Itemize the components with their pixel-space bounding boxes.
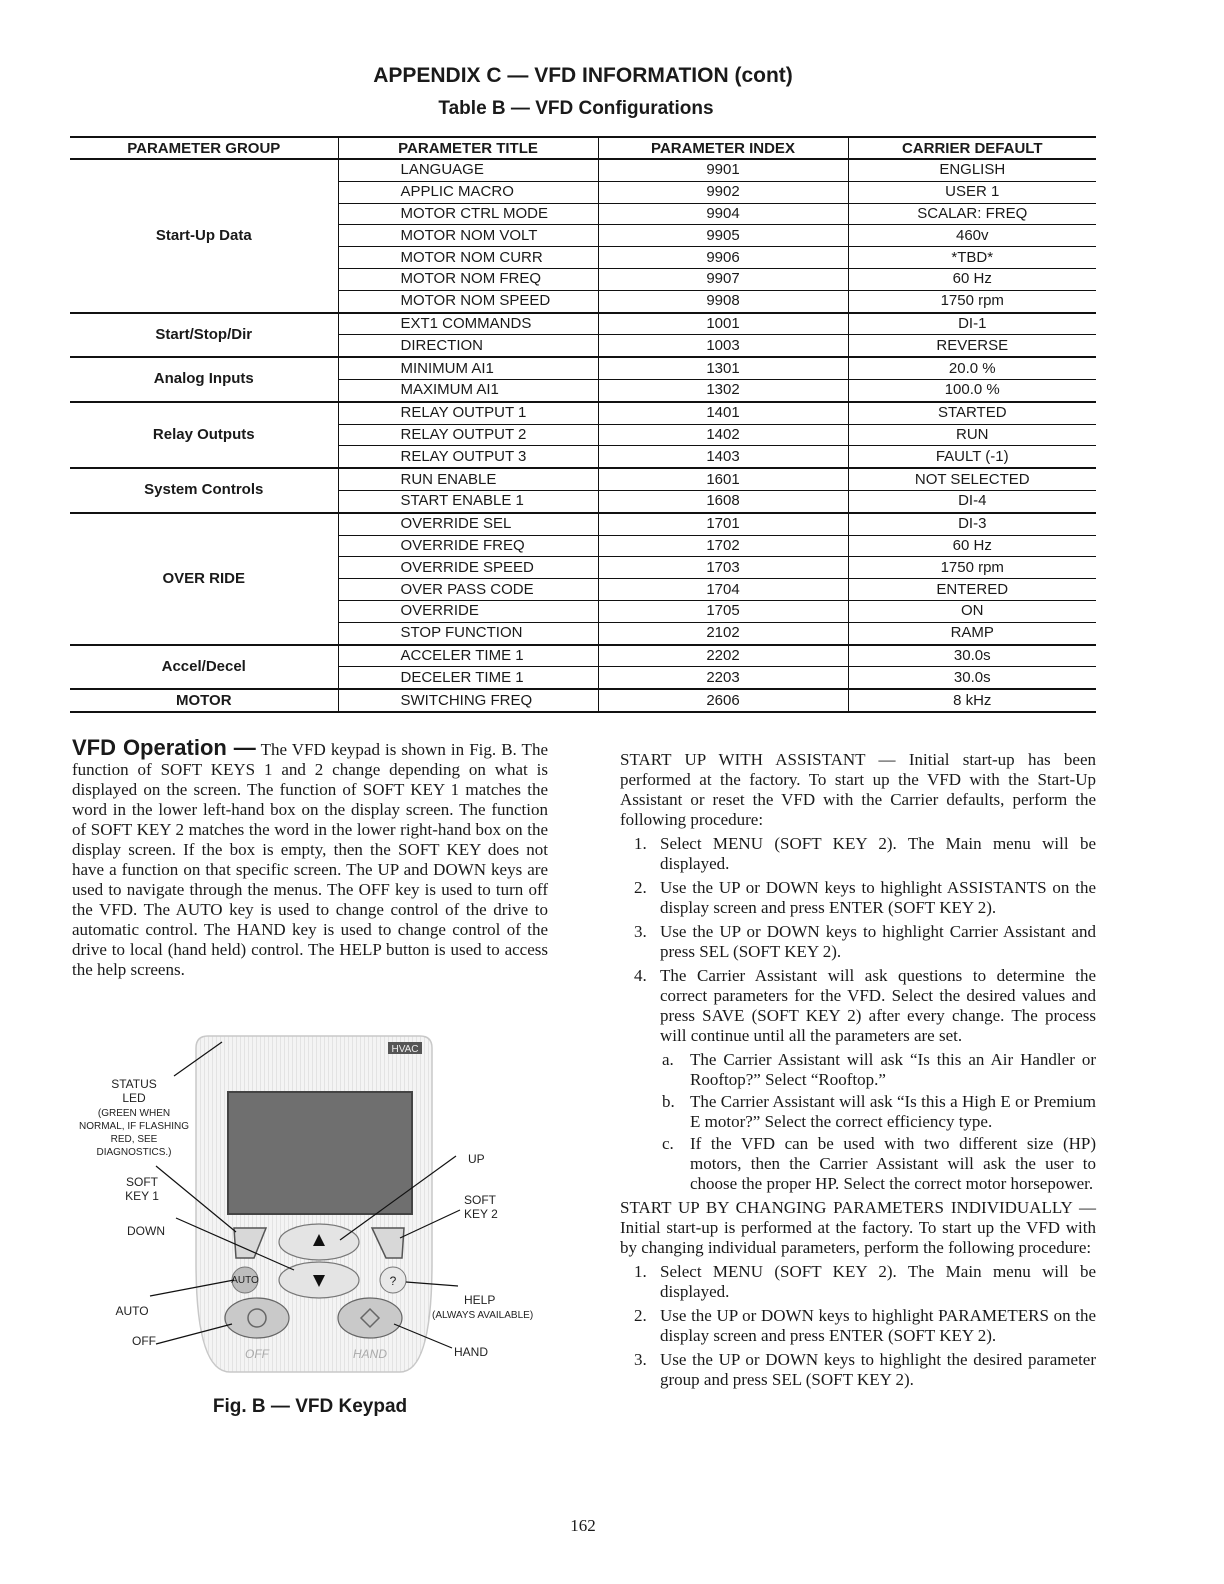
list-item <box>620 1262 1096 1302</box>
table-row <box>70 159 1096 181</box>
carrier-default-cell: 8 kHz <box>848 689 1096 712</box>
off-key[interactable] <box>225 1298 289 1338</box>
parameter-group-cell: Relay Outputs <box>70 402 338 468</box>
status-led-note: (GREEN WHEN <box>97 1108 171 1119</box>
parameter-index-cell: 9908 <box>598 290 848 312</box>
parameter-title-cell: MOTOR NOM SPEED <box>338 290 598 312</box>
carrier-default-cell: RUN <box>848 424 1096 446</box>
parameter-index-cell: 2203 <box>598 667 848 689</box>
carrier-default-cell: DI-1 <box>848 313 1096 335</box>
carrier-default-cell: 460v <box>848 225 1096 247</box>
parameter-title-cell: APPLIC MACRO <box>338 181 598 203</box>
list-number: 1. <box>634 1262 647 1281</box>
carrier-default-cell: STARTED <box>848 402 1096 424</box>
parameter-group-cell: System Controls <box>70 468 338 513</box>
parameter-group-cell: Analog Inputs <box>70 357 338 402</box>
brand-label: HVAC <box>391 1044 419 1055</box>
list-item <box>620 1134 1096 1194</box>
parameter-index-cell: 9907 <box>598 268 848 290</box>
vfd-operation-section <box>72 735 548 980</box>
parameter-index-cell: 1601 <box>598 468 848 490</box>
parameter-group-cell: Accel/Decel <box>70 645 338 690</box>
vfd-keypad-figure <box>60 1032 560 1422</box>
parameter-group-cell: Start-Up Data <box>70 159 338 313</box>
table-row <box>70 402 1096 424</box>
list-text: If the VFD can be used with two different size (HP) motors, then the Carrier Assistant will ask the user to choose the proper HP. Select the correct motor horsepower. <box>690 1134 1096 1193</box>
parameter-index-cell: 9902 <box>598 181 848 203</box>
list-item <box>620 1306 1096 1346</box>
list-text: Use the UP or DOWN keys to highlight ASSISTANTS on the display screen and press ENTER (SOFT KEY 2). <box>660 878 1096 917</box>
carrier-default-cell: ENTERED <box>848 579 1096 601</box>
parameter-title-cell: DIRECTION <box>338 335 598 357</box>
parameter-group-cell: MOTOR <box>70 689 338 712</box>
assistant-steps-list <box>620 834 1096 1046</box>
list-item <box>620 834 1096 874</box>
parameter-index-cell: 2606 <box>598 689 848 712</box>
carrier-default-cell: 100.0 % <box>848 379 1096 401</box>
list-number: 2. <box>634 878 647 897</box>
parameter-index-cell: 1702 <box>598 535 848 557</box>
parameter-title-cell: START ENABLE 1 <box>338 490 598 512</box>
parameter-index-cell: 1703 <box>598 557 848 579</box>
list-number: b. <box>662 1092 675 1111</box>
carrier-default-cell: 60 Hz <box>848 535 1096 557</box>
hand-key[interactable] <box>338 1298 402 1338</box>
paragraph: START UP WITH ASSISTANT — Initial start-up has been performed at the factory. To start up the VFD with the Start-Up Assistant or reset the VFD with the Carrier defaults, perform the following procedure: <box>620 750 1096 829</box>
table-row <box>70 689 1096 712</box>
carrier-default-cell: 60 Hz <box>848 268 1096 290</box>
parameter-index-cell: 1401 <box>598 402 848 424</box>
off-label: OFF <box>132 1334 156 1348</box>
list-text: Select MENU (SOFT KEY 2). The Main menu will be displayed. <box>660 1262 1096 1301</box>
parameter-index-cell: 1302 <box>598 379 848 401</box>
soft-key-2-label: KEY 2 <box>464 1207 498 1221</box>
startup-section <box>620 750 1096 1394</box>
parameter-index-cell: 9906 <box>598 247 848 269</box>
parameter-index-cell: 9904 <box>598 203 848 225</box>
parameter-title-cell: OVER PASS CODE <box>338 579 598 601</box>
help-label: HELP <box>464 1293 496 1307</box>
parameter-index-cell: 9901 <box>598 159 848 181</box>
hand-key-caption: HAND <box>352 1347 388 1361</box>
vfd-configurations-table <box>70 136 1096 713</box>
carrier-default-cell: 30.0s <box>848 645 1096 667</box>
list-text: Use the UP or DOWN keys to highlight Carrier Assistant and press SEL (SOFT KEY 2). <box>660 922 1096 961</box>
carrier-default-cell: USER 1 <box>848 181 1096 203</box>
parameter-title-cell: RELAY OUTPUT 2 <box>338 424 598 446</box>
parameter-title-cell: MOTOR NOM FREQ <box>338 268 598 290</box>
carrier-default-cell: *TBD* <box>848 247 1096 269</box>
assistant-substeps-list <box>620 1050 1096 1194</box>
paragraph: START UP BY CHANGING PARAMETERS INDIVIDUALLY — Initial start-up is performed at the factory. To start up the VFD with by changing individual parameters, perform the following procedure: <box>620 1198 1096 1257</box>
carrier-default-cell: SCALAR: FREQ <box>848 203 1096 225</box>
help-note: (ALWAYS AVAILABLE) <box>432 1310 534 1321</box>
table-row <box>70 313 1096 335</box>
parameter-title-cell: MOTOR NOM CURR <box>338 247 598 269</box>
parameter-index-cell: 1003 <box>598 335 848 357</box>
carrier-default-cell: 1750 rpm <box>848 290 1096 312</box>
parameter-index-cell: 2102 <box>598 622 848 644</box>
soft-key-1-label: SOFT <box>126 1175 158 1189</box>
table-row <box>70 513 1096 535</box>
parameter-group-cell: OVER RIDE <box>70 513 338 645</box>
parameter-title-cell: DECELER TIME 1 <box>338 667 598 689</box>
list-number: a. <box>662 1050 674 1069</box>
carrier-default-cell: DI-4 <box>848 490 1096 512</box>
carrier-default-cell: RAMP <box>848 622 1096 644</box>
list-text: The Carrier Assistant will ask “Is this an Air Handler or Rooftop?” Select “Rooftop.” <box>690 1050 1096 1089</box>
off-key-caption: OFF <box>245 1347 269 1361</box>
figure-caption: Fig. B — VFD Keypad <box>212 1396 408 1417</box>
parameter-title-cell: SWITCHING FREQ <box>338 689 598 712</box>
carrier-default-cell: DI-3 <box>848 513 1096 535</box>
parameter-title-cell: RELAY OUTPUT 1 <box>338 402 598 424</box>
carrier-default-cell: REVERSE <box>848 335 1096 357</box>
parameter-index-cell: 1704 <box>598 579 848 601</box>
list-item <box>620 1092 1096 1132</box>
carrier-default-cell: ENGLISH <box>848 159 1096 181</box>
status-led-label: STATUS <box>111 1077 157 1091</box>
help-icon: ? <box>389 1274 397 1288</box>
carrier-default-cell: 1750 rpm <box>848 557 1096 579</box>
table-row <box>70 645 1096 667</box>
status-led-note: RED, SEE <box>110 1134 158 1145</box>
parameter-title-cell: OVERRIDE SEL <box>338 513 598 535</box>
list-text: Use the UP or DOWN keys to highlight the desired parameter group and press SEL (SOFT KEY 2). <box>660 1350 1096 1389</box>
column-header: PARAMETER TITLE <box>338 137 598 159</box>
parameter-index-cell: 2202 <box>598 645 848 667</box>
parameter-title-cell: ACCELER TIME 1 <box>338 645 598 667</box>
parameter-title-cell: OVERRIDE <box>338 600 598 622</box>
parameter-index-cell: 1301 <box>598 357 848 379</box>
hand-label: HAND <box>454 1345 489 1359</box>
carrier-default-cell: ON <box>848 600 1096 622</box>
list-number: 2. <box>634 1306 647 1325</box>
display-screen <box>228 1092 412 1214</box>
soft-key-2-label: SOFT <box>464 1193 496 1207</box>
up-label: UP <box>468 1152 485 1166</box>
parameter-title-cell: OVERRIDE FREQ <box>338 535 598 557</box>
column-header: PARAMETER INDEX <box>598 137 848 159</box>
status-led-note: DIAGNOSTICS.) <box>96 1147 172 1158</box>
carrier-default-cell: NOT SELECTED <box>848 468 1096 490</box>
carrier-default-cell: 20.0 % <box>848 357 1096 379</box>
paragraph: The VFD keypad is shown in Fig. B. The function of SOFT KEYS 1 and 2 change depending on what is displayed on the screen. The function of SOFT KEY 1 matches the word in the lower left-hand box on the display screen. The function of SOFT KEY 2 matches the word in the lower right-hand box on the display screen. If the box is empty, then the SOFT KEY does not have a function on that specific screen. The UP and DOWN keys are used to navigate through the menus. The OFF key is used to turn off the VFD. The AUTO key is used to change control of the drive to automatic control. The HAND key is used to change control of the drive to local (hand held) control. The HELP button is used to access the help screens. <box>72 740 548 979</box>
table-row <box>70 357 1096 379</box>
parameter-title-cell: MINIMUM AI1 <box>338 357 598 379</box>
parameter-title-cell: LANGUAGE <box>338 159 598 181</box>
parameter-steps-list <box>620 1262 1096 1390</box>
parameter-title-cell: RELAY OUTPUT 3 <box>338 446 598 468</box>
column-header: CARRIER DEFAULT <box>848 137 1096 159</box>
page-title: APPENDIX C — VFD INFORMATION (cont) <box>373 64 793 87</box>
parameter-index-cell: 9905 <box>598 225 848 247</box>
status-led-note: NORMAL, IF FLASHING <box>78 1121 190 1132</box>
parameter-title-cell: EXT1 COMMANDS <box>338 313 598 335</box>
down-label: DOWN <box>127 1224 165 1238</box>
auto-key-label: AUTO <box>231 1275 259 1286</box>
table-title: Table B — VFD Configurations <box>438 98 714 119</box>
list-text: The Carrier Assistant will ask questions to determine the correct parameters for the VFD. Select the desired values and press SAVE (SOFT KEY 2) after every change. The process will continue until all the parameters are set. <box>660 966 1096 1045</box>
list-item <box>620 1350 1096 1390</box>
list-item <box>620 878 1096 918</box>
table-header-row <box>70 137 1096 159</box>
list-number: c. <box>662 1134 674 1153</box>
parameter-index-cell: 1403 <box>598 446 848 468</box>
parameter-index-cell: 1402 <box>598 424 848 446</box>
list-item <box>620 1050 1096 1090</box>
parameter-title-cell: OVERRIDE SPEED <box>338 557 598 579</box>
section-heading: VFD Operation — <box>72 735 256 760</box>
list-number: 4. <box>634 966 647 985</box>
parameter-index-cell: 1001 <box>598 313 848 335</box>
list-item <box>620 922 1096 962</box>
page-number: 162 <box>570 1516 596 1535</box>
parameter-index-cell: 1701 <box>598 513 848 535</box>
parameter-index-cell: 1705 <box>598 600 848 622</box>
parameter-index-cell: 1608 <box>598 490 848 512</box>
parameter-title-cell: STOP FUNCTION <box>338 622 598 644</box>
parameter-title-cell: MOTOR NOM VOLT <box>338 225 598 247</box>
table-row <box>70 468 1096 490</box>
list-item <box>620 966 1096 1046</box>
list-text: Use the UP or DOWN keys to highlight PARAMETERS on the display screen and press ENTER (SOFT KEY 2). <box>660 1306 1096 1345</box>
list-text: The Carrier Assistant will ask “Is this a High E or Premium E motor?” Select the correct efficiency type. <box>690 1092 1096 1131</box>
auto-label: AUTO <box>115 1304 149 1318</box>
list-text: Select MENU (SOFT KEY 2). The Main menu will be displayed. <box>660 834 1096 873</box>
parameter-group-cell: Start/Stop/Dir <box>70 313 338 358</box>
parameter-title-cell: MOTOR CTRL MODE <box>338 203 598 225</box>
list-number: 3. <box>634 1350 647 1369</box>
soft-key-1-label: KEY 1 <box>125 1189 159 1203</box>
parameter-title-cell: MAXIMUM AI1 <box>338 379 598 401</box>
parameter-title-cell: RUN ENABLE <box>338 468 598 490</box>
carrier-default-cell: FAULT (-1) <box>848 446 1096 468</box>
list-number: 1. <box>634 834 647 853</box>
carrier-default-cell: 30.0s <box>848 667 1096 689</box>
list-number: 3. <box>634 922 647 941</box>
column-header: PARAMETER GROUP <box>70 137 338 159</box>
status-led-label: LED <box>122 1091 146 1105</box>
